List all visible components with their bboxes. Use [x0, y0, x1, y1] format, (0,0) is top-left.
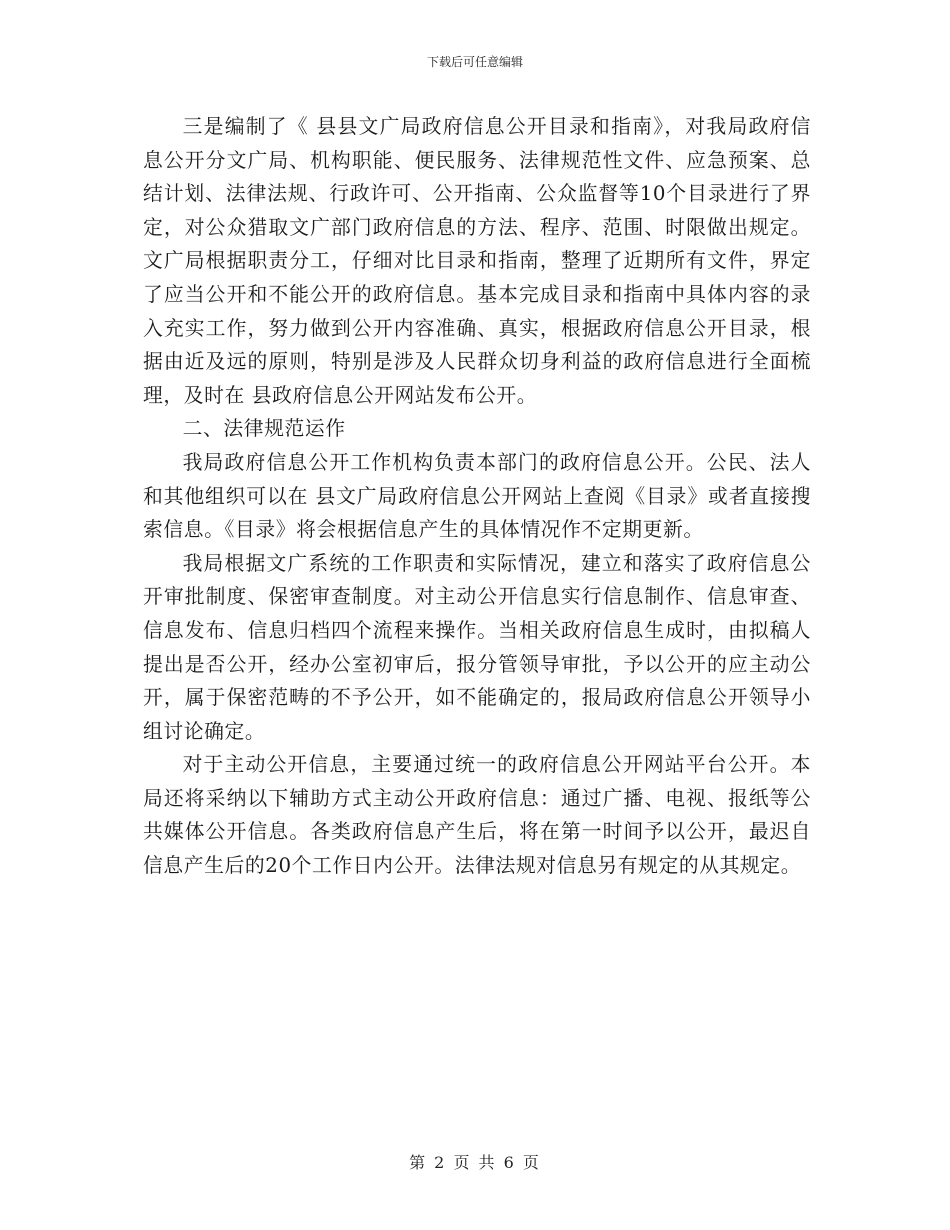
document-body	[143, 110, 811, 883]
paragraph-approval-system: 我局根据文广系统的工作职责和实际情况，建立和落实了政府信息公开审批制度、保密审查制度。对主动公开信息实行信息制作、信息审查、信息发布、信息归档四个流程来操作。当相关政府信息生成时，由拟稿人提出是否公开，经办公室初审后，报分管领导审批，予以公开的应主动公开，属于保密范畴的不予公开，如不能确定的，报局政府信息公开领导小组讨论确定。	[143, 551, 811, 743]
paragraph-disclosure-agency: 我局政府信息公开工作机构负责本部门的政府信息公开。公民、法人和其他组织可以在 县文广局政府信息公开网站上查阅《目录》或者直接搜索信息。《目录》将会根据信息产生的具体情况作不定期更新。	[143, 450, 811, 542]
page-header: 下载后可任意编辑	[426, 55, 523, 69]
section-heading-legal-operation: 二、法律规范运作	[182, 417, 346, 441]
paragraph-active-disclosure: 对于主动公开信息，主要通过统一的政府信息公开网站平台公开。本局还将采纳以下辅助方式主动公开政府信息：通过广播、电视、报纸等公共媒体公开信息。各类政府信息产生后，将在第一时间予以公开，最迟自信息产生后的20个工作日内公开。法律法规对信息另有规定的从其规定。	[143, 753, 811, 878]
page-footer: 第 2 页 共 6 页	[409, 1153, 541, 1172]
paragraph-catalog-guide: 三是编制了《 县县文广局政府信息公开目录和指南》，对我局政府信息公开分文广局、机构职能、便民服务、法律规范性文件、应急预案、总结计划、法律法规、行政许可、公开指南、公众监督等10个目录进行了界定，对公众猎取文广部门政府信息的方法、程序、范围、时限做出规定。文广局根据职责分工，仔细对比目录和指南，整理了近期所有文件，界定了应当公开和不能公开的政府信息。基本完成目录和指南中具体内容的录入充实工作，努力做到公开内容准确、真实，根据政府信息公开目录，根据由近及远的原则，特别是涉及人民群众切身利益的政府信息进行全面梳理，及时在 县政府信息公开网站发布公开。	[143, 115, 811, 407]
